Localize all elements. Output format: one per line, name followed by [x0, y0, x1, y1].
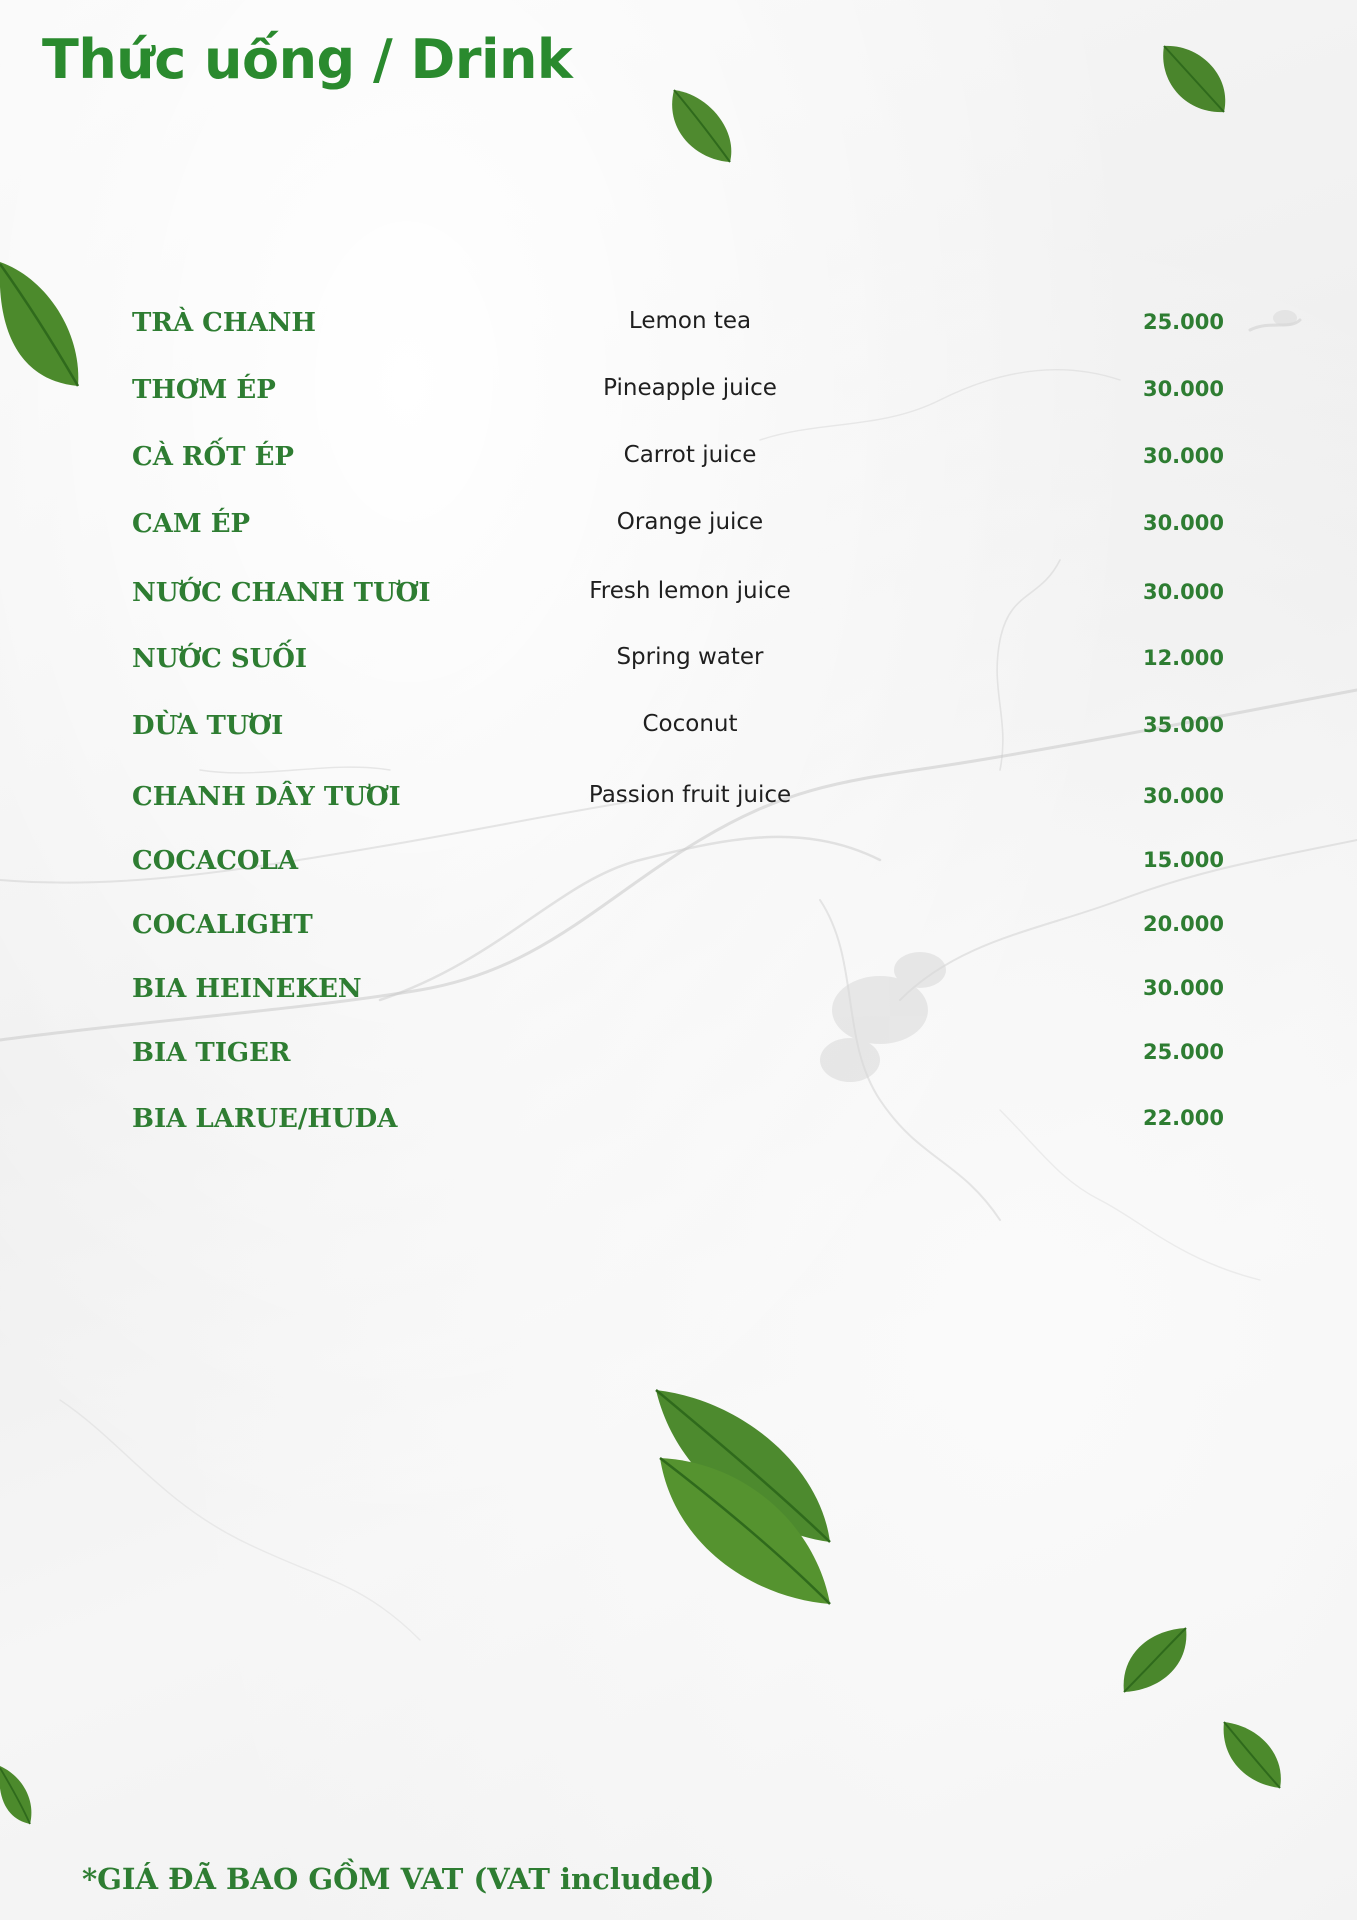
item-name-en: Coconut [642, 711, 738, 737]
list-item [0, 703, 1357, 753]
item-name-en: Spring water [616, 644, 764, 670]
item-name-en: Passion fruit juice [588, 782, 792, 808]
item-name-en: Fresh lemon juice [589, 578, 791, 604]
item-price: 30.000 [1142, 784, 1224, 808]
item-name-vi: TRÀ CHANH [132, 308, 316, 338]
list-item [0, 570, 1357, 620]
item-name-vi: COCALIGHT [132, 910, 313, 940]
vat-footnote: *GIÁ ĐÃ BAO GỒM VAT (VAT included) [82, 1862, 715, 1896]
leaf-icon [1156, 40, 1232, 118]
leaf-icon [1118, 1624, 1192, 1696]
item-name-vi: NƯỚC SUỐI [132, 644, 308, 674]
item-price: 15.000 [1142, 848, 1224, 872]
list-item [0, 434, 1357, 484]
leaf-icon [650, 1386, 836, 1608]
list-item [0, 501, 1357, 551]
item-name-vi: DỪA TƯƠI [132, 711, 284, 741]
item-name-vi: BIA HEINEKEN [132, 974, 362, 1004]
list-item [0, 902, 1357, 952]
item-name-en: Carrot juice [623, 442, 757, 468]
item-price: 30.000 [1142, 377, 1224, 401]
item-price: 30.000 [1142, 444, 1224, 468]
list-item [0, 636, 1357, 686]
list-item [0, 300, 1357, 350]
item-price: 25.000 [1142, 310, 1224, 334]
item-name-en: Lemon tea [628, 308, 752, 334]
item-name-vi: COCACOLA [132, 846, 299, 876]
item-price: 30.000 [1142, 580, 1224, 604]
page-title: Thức uống / Drink [42, 28, 573, 91]
leaf-icon [0, 258, 82, 390]
leaf-icon [660, 84, 740, 168]
list-item [0, 1096, 1357, 1146]
list-item [0, 367, 1357, 417]
item-name-vi: CÀ RỐT ÉP [132, 442, 294, 472]
item-name-vi: THƠM ÉP [132, 375, 276, 405]
item-price: 20.000 [1142, 912, 1224, 936]
list-item [0, 966, 1357, 1016]
item-price: 25.000 [1142, 1040, 1224, 1064]
item-name-vi: BIA LARUE/HUDA [132, 1104, 398, 1134]
item-price: 30.000 [1142, 976, 1224, 1000]
leaf-icon [1220, 1718, 1288, 1792]
item-price: 22.000 [1142, 1106, 1224, 1130]
item-name-vi: CHANH DÂY TƯƠI [132, 782, 401, 812]
list-item [0, 838, 1357, 888]
list-item [0, 1030, 1357, 1080]
item-name-vi: BIA TIGER [132, 1038, 291, 1068]
item-name-en: Pineapple juice [603, 375, 777, 401]
item-price: 12.000 [1142, 646, 1224, 670]
item-name-vi: NƯỚC CHANH TƯƠI [132, 578, 431, 608]
item-name-vi: CAM ÉP [132, 509, 251, 539]
item-price: 30.000 [1142, 511, 1224, 535]
list-item [0, 774, 1357, 824]
item-price: 35.000 [1142, 713, 1224, 737]
item-name-en: Orange juice [616, 509, 764, 535]
leaf-icon [0, 1762, 36, 1828]
